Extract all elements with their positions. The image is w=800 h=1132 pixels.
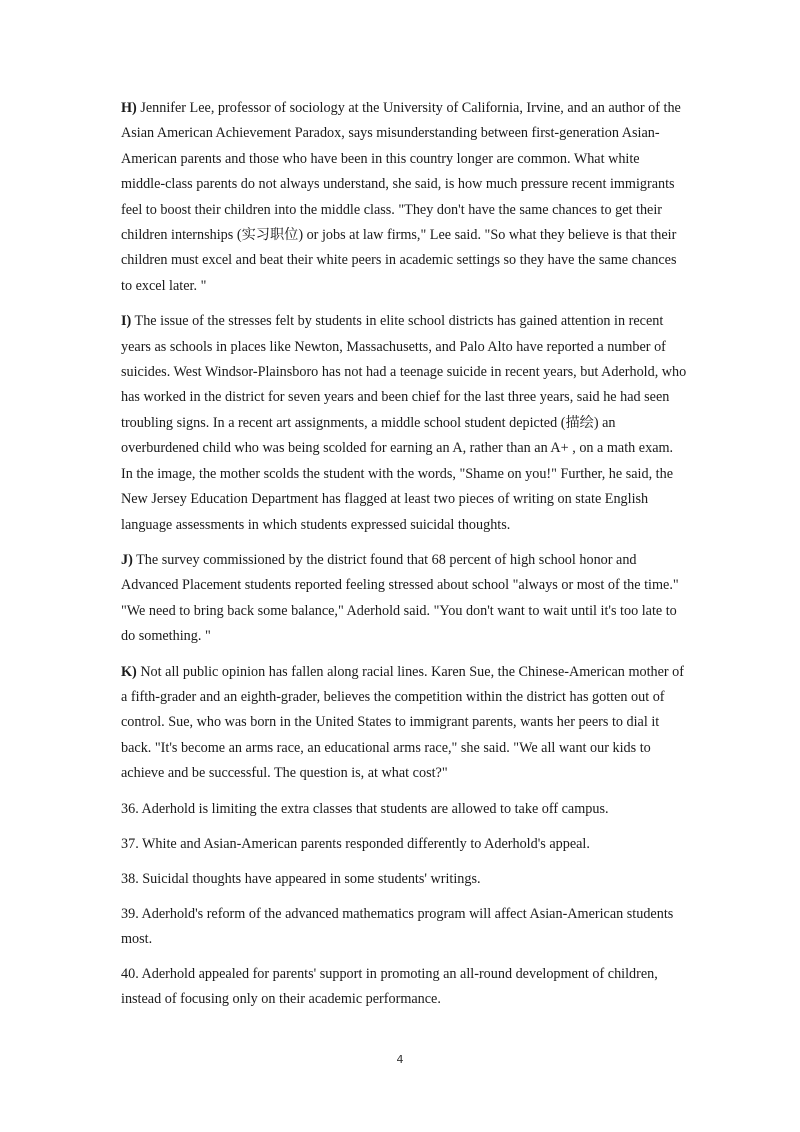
paragraph-text: The issue of the stresses felt by students in elite school districts has gained attention in recent years as schools in places like Newton, Massachusetts, and Palo Alto have reported a number of suicides. West Windsor-Plainsboro has not had a teenage suicide in recent years, but Aderhold, who has worked in the district for seven years and been chief for the last three years, said he had seen troubling signs. In a recent art assignments, a middle school student depicted (描绘) an overburdened child who was being scolded for earning an A, rather than an A+ , on a math exam. In the image, the mother scolds the student with the words, "Shame on you!" Further, he said, the New Jersey Education Department has flagged at least two pieces of writing on state English language assessments in which students expressed suicidal thoughts. <box>121 313 687 533</box>
paragraph-h <box>121 96 687 299</box>
paragraph-label: K) <box>121 663 137 680</box>
paragraph-k <box>121 660 687 787</box>
paragraph-j <box>121 548 687 650</box>
page-number: 4 <box>396 1053 404 1066</box>
paragraph-label: H) <box>121 100 137 116</box>
paragraph-text: The survey commissioned by the district found that 68 percent of high school honor and Advanced Placement students reported feeling stressed about school "always or most of the time." "We need to bring back some balance," Aderhold said. "You don't want to wait until it's too late to do something. " <box>121 551 679 645</box>
question-38: 38. Suicidal thoughts have appeared in some students' writings. <box>121 870 481 887</box>
question-36: 36. Aderhold is limiting the extra classes that students are allowed to take off campus. <box>121 800 609 817</box>
paragraph-label: J) <box>121 551 133 568</box>
paragraph-text: Not all public opinion has fallen along racial lines. Karen Sue, the Chinese-American mother of a fifth-grader and an eighth-grader, believes the competition within the district has gotten out of control. Sue, who was born in the United States to immigrant parents, wants her peers to dial it back. "It's become an arms race, an educational arms race," she said. "We all want our kids to achieve and be successful. The question is, at what cost?" <box>121 663 685 782</box>
paragraph-i <box>121 309 687 538</box>
question-37: 37. White and Asian-American parents responded differently to Aderhold's appeal. <box>121 835 590 852</box>
paragraph-label: I) <box>121 313 132 330</box>
paragraph-text: Jennifer Lee, professor of sociology at the University of California, Irvine, and an author of the Asian American Achievement Paradox, says misunderstanding between first-generation Asian-American parents and those who have been in this country longer are common. What white middle-class parents do not always understand, she said, is how much pressure recent immigrants feel to boost their children into the middle class. "They don't have the same chances to get their children internships (实习职位) or jobs at law firms," Lee said. "So what they believe is that their children must excel and beat their white peers in academic settings so they have the same chances to excel later. " <box>121 100 681 294</box>
question-40: 40. Aderhold appealed for parents' support in promoting an all-round development of children, instead of focusing only on their academic performance. <box>121 965 658 1008</box>
document-body <box>121 96 687 1022</box>
question-39: 39. Aderhold's reform of the advanced mathematics program will affect Asian-American students most. <box>121 905 674 947</box>
